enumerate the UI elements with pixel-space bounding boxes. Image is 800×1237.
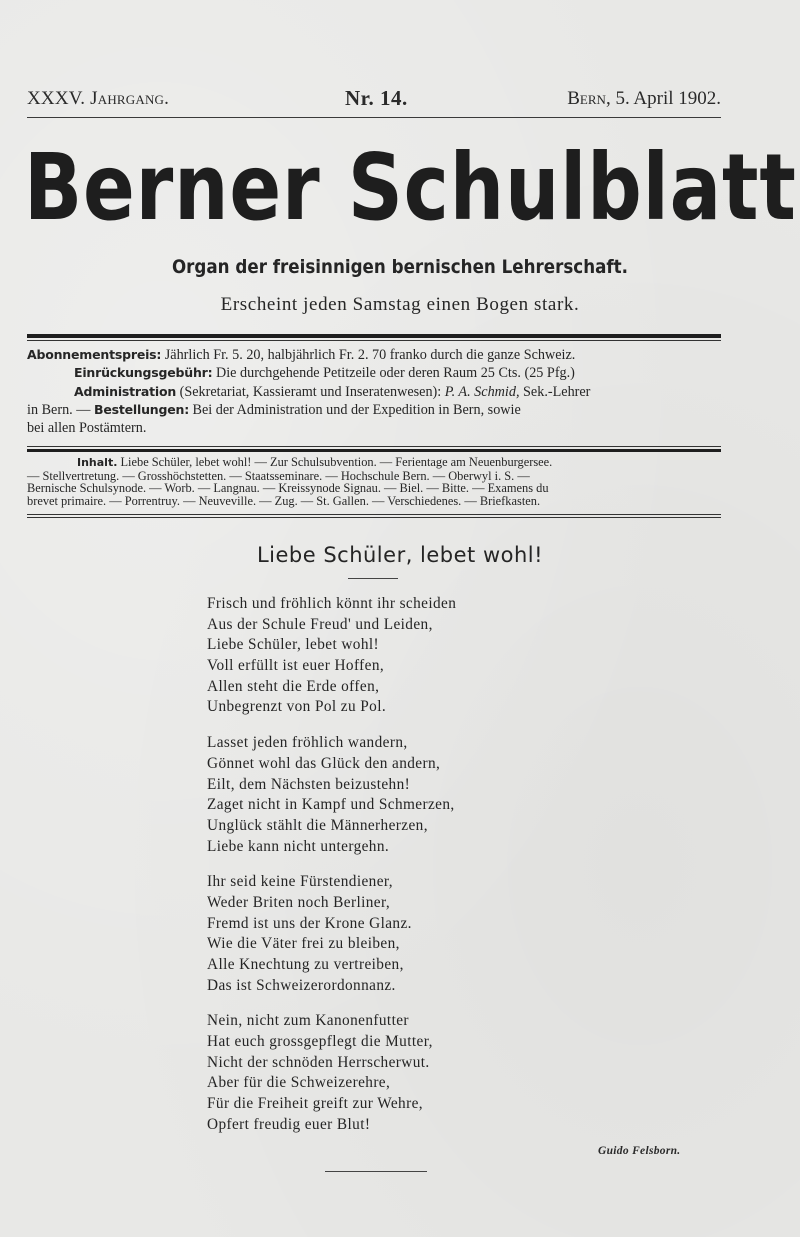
volume-number: XXXV. [27, 88, 86, 109]
issue-date [567, 88, 721, 110]
poem-body [207, 594, 456, 1151]
table-of-contents [27, 456, 723, 507]
end-rule [325, 1171, 427, 1172]
orders-line-2: bei allen Postämtern. [27, 420, 147, 437]
poem-title: Liebe Schüler, lebet wohl! [256, 543, 544, 567]
orders-line [27, 401, 721, 419]
verse: Wie die Väter frei zu bleiben, [207, 935, 400, 953]
contents-line [27, 456, 723, 470]
admin-label: Administration [74, 383, 177, 399]
verse: Liebe kann nicht untergehn. [207, 837, 390, 855]
stanza [207, 872, 456, 996]
orders-text: Bei der Administration und der Expedition in Bern, sowie [189, 401, 521, 418]
header-rule [27, 117, 721, 118]
stanza [207, 594, 456, 718]
verse: Hat euch grossgepflegt die Mutter, [207, 1033, 433, 1051]
fee-text: Die durchgehende Petitzeile oder deren Raum 25 Cts. (25 Pfg.) [212, 365, 575, 382]
subscription-info [27, 346, 721, 437]
contents-text: Liebe Schüler, lebet wohl! — Zur Schulsubvention. — Ferientage am Neuenburgersee. [117, 455, 553, 469]
admin-person: P. A. Schmid, [444, 383, 520, 400]
volume-word: Jahrgang. [90, 88, 170, 109]
masthead-divider [27, 334, 721, 341]
admin-text: (Sekretariat, Kassieramt und Inseratenwesen): [176, 383, 445, 400]
verse: Für die Freiheit greift zur Wehre, [207, 1095, 423, 1113]
fee-label: Einrückungsgebühr: [74, 365, 213, 381]
verse: Gönnet wohl das Glück den andern, [207, 754, 441, 772]
verse: Zaget nicht in Kampf und Schmerzen, [207, 796, 455, 814]
verse: Alle Knechtung zu vertreiben, [207, 956, 404, 973]
price-label: Abonnementspreis: [27, 347, 162, 362]
issue-number: Nr. 14. [345, 86, 408, 110]
verse: Allen steht die Erde offen, [207, 677, 380, 695]
verse: Unbegrenzt von Pol zu Pol. [207, 698, 387, 716]
contents-line: — Stellvertretung. — Grosshöchstetten. — Staatsseminare. — Hochschule Bern. — Oberwyl i. S. — [27, 468, 530, 483]
verse: Fremd ist uns der Krone Glanz. [207, 914, 412, 932]
verse: Lasset jeden fröhlich wandern, [207, 734, 408, 752]
administration-line [27, 383, 721, 401]
issue-date-text: , 5. April 1902. [605, 88, 721, 109]
issue-place: Bern [567, 88, 606, 109]
contents-label: Inhalt. [77, 456, 118, 469]
verse: Das ist Schweizerordonnanz. [207, 976, 396, 994]
verse: Nein, nicht zum Kanonenfutter [207, 1012, 409, 1030]
contents-line: brevet primaire. — Porrentruy. — Neuveville. — Zug. — St. Gallen. — Verschiedenes. — Briefkasten. [27, 493, 541, 508]
stanza [207, 1011, 456, 1135]
verse: Weder Briten noch Berliner, [207, 893, 391, 911]
masthead-subtitle: Organ der freisinnigen bernischen Lehrerschaft. [171, 256, 629, 278]
verse: Ihr seid keine Fürstendiener, [207, 873, 393, 891]
contents-line: Bernische Schulsynode. — Worb. — Langnau. — Kreissynode Signau. — Biel. — Bitte. — Examens du [27, 481, 549, 496]
insertion-fee-line [27, 364, 721, 382]
publication-frequency: Erscheint jeden Samstag einen Bogen stark. [220, 294, 580, 315]
verse: Nicht der schnöden Herrscherwut. [207, 1053, 430, 1071]
subscription-divider [27, 444, 721, 452]
orders-label: Bestellungen: [94, 401, 189, 417]
volume-label [27, 88, 169, 110]
verse: Liebe Schüler, lebet wohl! [207, 636, 380, 654]
masthead-title: Berner Schulblatt [24, 134, 797, 241]
stanza [207, 733, 456, 857]
price-text: Jährlich Fr. 5. 20, halbjährlich Fr. 2. 70 franko durch die ganze Schweiz. [161, 347, 576, 363]
verse: Eilt, dem Nächsten beizustehn! [207, 775, 411, 793]
issue-header [27, 86, 721, 112]
verse: Aus der Schule Freud' und Leiden, [207, 615, 433, 633]
title-rule [348, 578, 398, 579]
admin-place: in Bern. — [27, 401, 94, 418]
verse: Opfert freudig euer Blut! [207, 1115, 371, 1133]
verse: Frisch und fröhlich könnt ihr scheiden [207, 595, 457, 612]
verse: Unglück stählt die Männerherzen, [207, 816, 428, 834]
contents-divider [27, 512, 721, 518]
poem-author: Guido Felsborn. [598, 1145, 681, 1157]
verse: Aber für die Schweizerehre, [207, 1074, 391, 1092]
verse: Voll erfüllt ist euer Hoffen, [207, 657, 385, 675]
admin-role: Sek.-Lehrer [519, 383, 591, 400]
subscription-price-line [27, 346, 721, 364]
